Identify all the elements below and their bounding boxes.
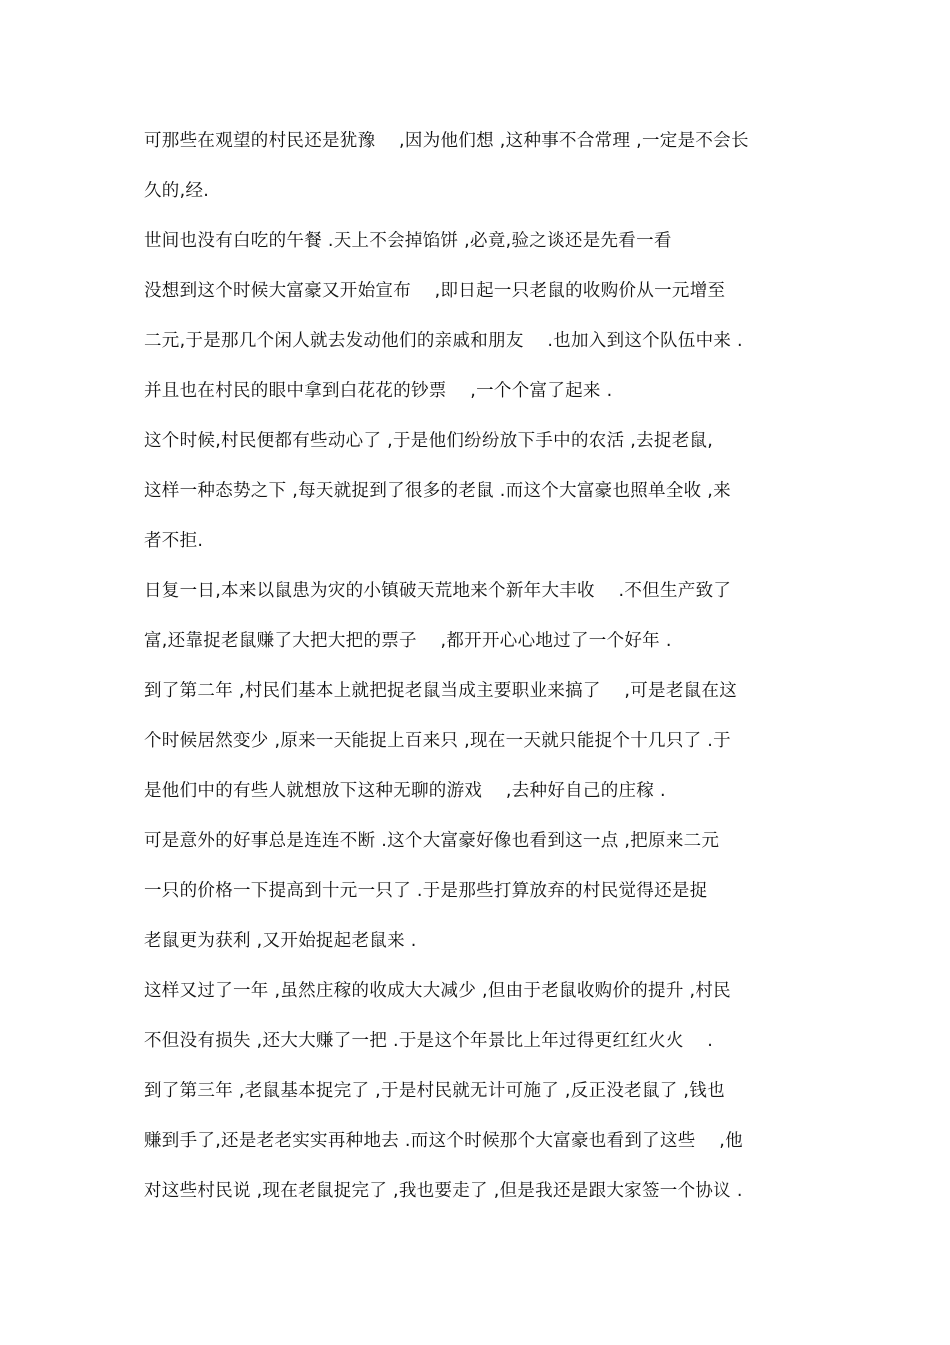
text-line: 二元,于是那几个闲人就去发动他们的亲戚和朋友 .也加入到这个队伍中来 . [144,331,743,351]
text-line: 没想到这个时候大富豪又开始宣布 ,即日起一只老鼠的收购价从一元增至 [144,281,726,301]
text-line: 老鼠更为获利 ,又开始捉起老鼠来 . [144,931,417,951]
text-line: 这个时候,村民便都有些动心了 ,于是他们纷纷放下手中的农活 ,去捉老鼠, [144,431,714,451]
text-line: 到了第二年 ,村民们基本上就把捉老鼠当成主要职业来搞了 ,可是老鼠在这 [144,681,738,701]
text-line: 一只的价格一下提高到十元一只了 .于是那些打算放弃的村民觉得还是捉 [144,881,708,901]
text-line: 并且也在村民的眼中拿到白花花的钞票 ,一个个富了起来 . [144,381,613,401]
text-line: 世间也没有白吃的午餐 .天上不会掉馅饼 ,必竟,验之谈还是先看一看 [144,231,672,251]
text-line: 对这些村民说 ,现在老鼠捉完了 ,我也要走了 ,但是我还是跟大家签一个协议 . [144,1181,743,1201]
text-line: 日复一日,本来以鼠患为灾的小镇破天荒地来个新年大丰收 .不但生产致了 [144,581,732,601]
text-line: 个时候居然变少 ,原来一天能捉上百来只 ,现在一天就只能捉个十几只了 .于 [144,731,731,751]
text-line: 这样又过了一年 ,虽然庄稼的收成大大减少 ,但由于老鼠收购价的提升 ,村民 [144,981,731,1001]
text-line: 到了第三年 ,老鼠基本捉完了 ,于是村民就无计可施了 ,反正没老鼠了 ,钱也 [144,1081,725,1101]
text-line: 者不拒. [144,531,204,551]
text-line: 富,还靠捉老鼠赚了大把大把的票子 ,都开开心心地过了一个好年 . [144,631,672,651]
text-line: 是他们中的有些人就想放下这种无聊的游戏 ,去种好自己的庄稼 . [144,781,666,801]
text-line: 可那些在观望的村民还是犹豫 ,因为他们想 ,这种事不合常理 ,一定是不会长 [144,131,749,151]
text-line: 可是意外的好事总是连连不断 .这个大富豪好像也看到这一点 ,把原来二元 [144,831,720,851]
text-line: 不但没有损失 ,还大大赚了一把 .于是这个年景比上年过得更红红火火 . [144,1031,714,1051]
text-line: 这样一种态势之下 ,每天就捉到了很多的老鼠 .而这个大富豪也照单全收 ,来 [144,481,731,501]
text-line: 赚到手了,还是老老实实再种地去 .而这个时候那个大富豪也看到了这些 ,他 [144,1131,743,1151]
text-line: 久的,经. [144,181,210,201]
